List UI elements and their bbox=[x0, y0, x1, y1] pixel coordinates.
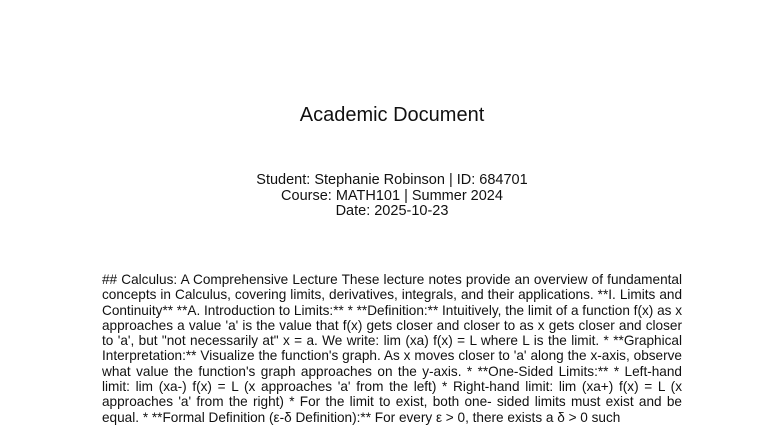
date-line: Date: 2025-10-23 bbox=[335, 203, 449, 219]
course-line: Course: MATH101 | Summer 2024 bbox=[281, 187, 503, 204]
student-line: Student: Stephanie Robinson | ID: 684701 bbox=[256, 172, 528, 188]
document-meta bbox=[0, 173, 784, 220]
document-title: Academic Document bbox=[299, 104, 485, 126]
lecture-body-text: ## Calculus: A Comprehensive Lecture These lecture notes provide an overview of fundamental concepts in Calculus, covering limits, derivatives, integrals, and their applications. **I. Limits and Continuity** **A. Introduction to Limits:** * **Definition:** Intuitively, the limit of a function f(x) as x approaches a value 'a' is the value that f(x) gets closer and closer to as x gets closer and closer to 'a', but "not necessarily at" x = a. We write: lim (xa) f(x) = L where L is the limit. * **Graphical Interpretation:** Visualize the function's graph. As x moves closer to 'a' along the x-axis, observe what value the function's graph approaches on the y-axis. * **One-Sided Limits:** * Left-hand limit: lim (xa-) f(x) = L (x approaches 'a' from the left) * Right-hand limit: lim (xa+) f(x) = L (x approaches 'a' from the right) * For the limit to exist, both one- sided limits must exist and be equal. * **Formal Definition (ε-δ Definition):** For every ε > 0, there exists a δ > 0 such bbox=[102, 272, 683, 425]
